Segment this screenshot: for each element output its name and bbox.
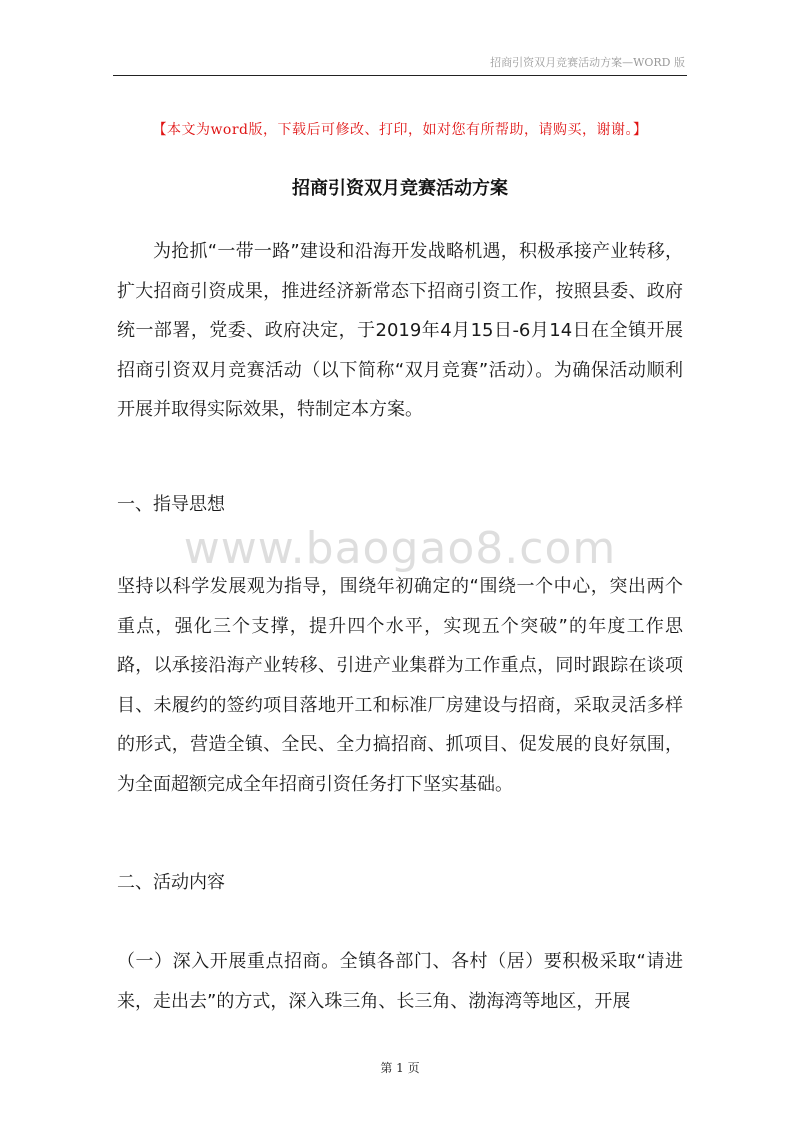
running-header: 招商引资双月竞赛活动方案—WORD 版	[490, 56, 685, 69]
header-divider	[113, 75, 687, 76]
section-heading-activity-content: 二、活动内容	[117, 872, 225, 893]
intro-paragraph: 为抢抓“一带一路”建设和沿海开发战略机遇，积极承接产业转移，扩大招商引资成果，推进经济新常态下招商引资工作，按照县委、政府统一部署，党委、政府决定，于2019年4月15日-6月14日在全镇开展招商引资双月竞赛活动（以下简称“双月竞赛”活动）。为确保活动顺利开展并取得实际效果，特制定本方案。	[117, 241, 683, 420]
download-notice: 【本文为word版，下载后可修改、打印，如对您有所帮助，请购买，谢谢。】	[152, 122, 648, 138]
watermark: www.baogao8.com	[183, 523, 617, 574]
section-heading-guiding-ideology: 一、指导思想	[117, 494, 225, 515]
page-number: 第 1 页	[380, 1061, 420, 1075]
section1-paragraph: 坚持以科学发展观为指导，围绕年初确定的“围绕一个中心，突出两个重点，强化三个支撑，提升四个水平，实现五个突破”的年度工作思路，以承接沿海产业转移、引进产业集群为工作重点，同时跟踪在谈项目、未履约的签约项目落地开工和标准厂房建设与招商，采取灵活多样的形式，营造全镇、全民、全力搞招商、抓项目、促发展的良好氛围，为全面超额完成全年招商引资任务打下坚实基础。	[117, 576, 683, 795]
document-title: 招商引资双月竞赛活动方案	[292, 178, 508, 199]
section2-paragraph: （一）深入开展重点招商。全镇各部门、各村（居）要积极采取“请进来，走出去”的方式，深入珠三角、长三角、渤海湾等地区，开展	[117, 951, 683, 1012]
